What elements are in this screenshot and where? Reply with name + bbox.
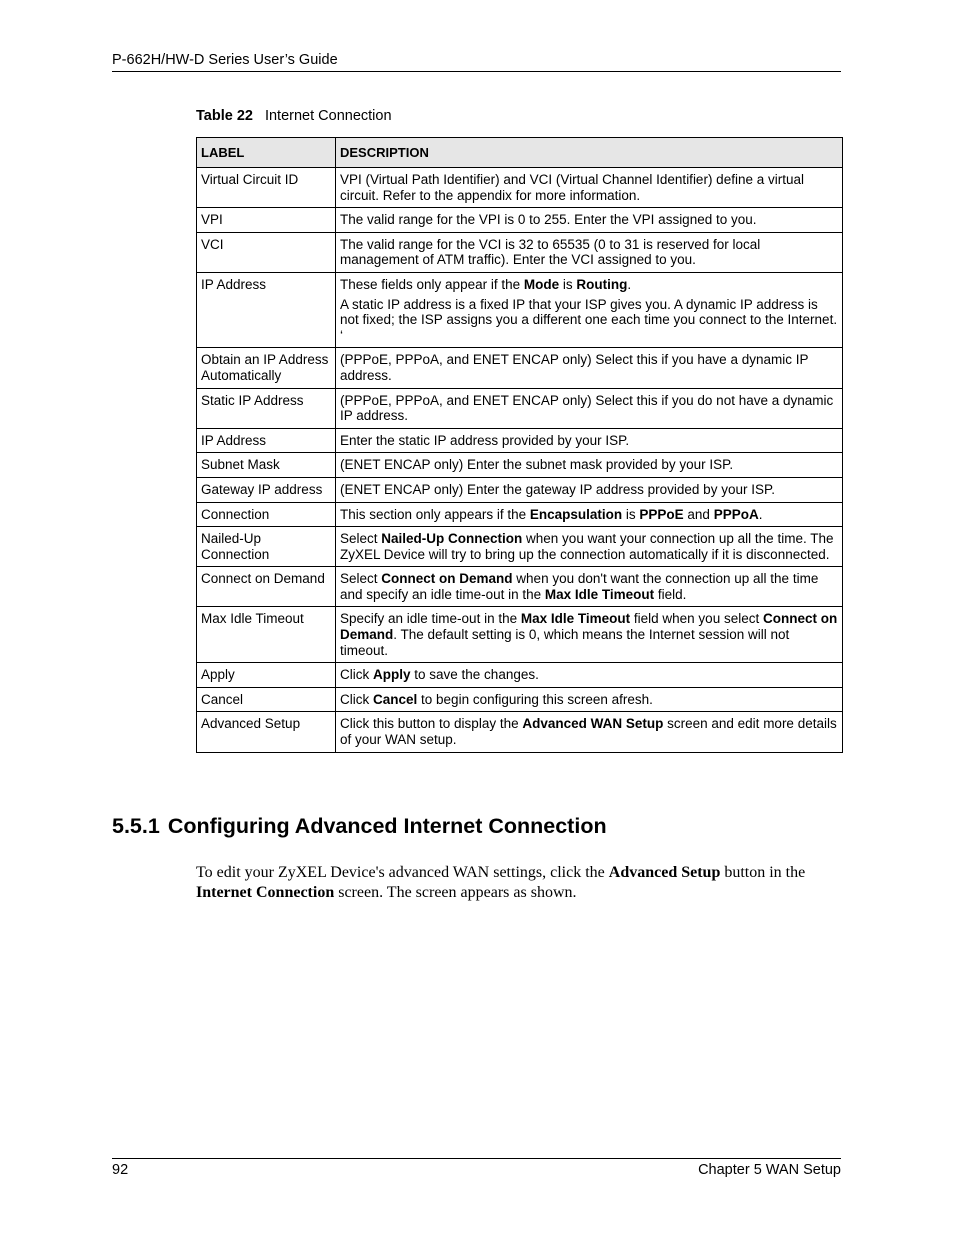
table-row (197, 712, 843, 752)
row-label: IP Address (197, 272, 336, 347)
row-label: Connection (197, 502, 336, 527)
text-run: (PPPoE, PPPoA, and ENET ENCAP only) Select this if you do not have a dynamic IP address. (340, 392, 834, 424)
text-run: The valid range for the VPI is 0 to 255. Enter the VPI assigned to you. (340, 212, 757, 228)
table-row (197, 272, 843, 347)
row-label: Gateway IP address (197, 477, 336, 502)
description-paragraph (340, 692, 838, 708)
table-header-row (197, 138, 843, 168)
text-run: field when you select (630, 611, 763, 627)
row-description (336, 567, 843, 607)
text-run: Select (340, 531, 382, 547)
description-paragraph (340, 716, 838, 747)
description-paragraph (340, 457, 838, 473)
description-paragraph (340, 531, 838, 562)
table-caption (196, 108, 392, 124)
row-description (336, 208, 843, 233)
text-run: VPI (Virtual Path Identifier) and VCI (Virtual Channel Identifier) define a virtual circuit. Refer to the appendix for more information. (340, 172, 804, 203)
row-description (336, 168, 843, 208)
row-label: Subnet Mask (197, 453, 336, 478)
text-run: when you don't want the connection up all the time and specify an idle time-out in the (340, 571, 819, 602)
table-row (197, 428, 843, 453)
row-description (336, 527, 843, 567)
bold-term: Connect on Demand (340, 611, 838, 643)
table-row (197, 453, 843, 478)
row-description (336, 348, 843, 388)
description-paragraph (340, 667, 838, 683)
text-run: . (627, 276, 632, 292)
row-label: Max Idle Timeout (197, 607, 336, 663)
bold-term: Mode (523, 276, 560, 292)
text-run: A static IP address is a fixed IP that your ISP gives you. A dynamic IP address is not fixed; the ISP assigns you a different one each time you connect to the Internet. ‘ (340, 296, 838, 343)
description-paragraph (340, 172, 838, 203)
row-label: Cancel (197, 687, 336, 712)
column-header-label: LABEL (197, 138, 336, 168)
row-label: Apply (197, 663, 336, 688)
bold-term: Apply (373, 667, 411, 683)
text-run: is (622, 506, 640, 522)
internet-connection-table (196, 137, 843, 753)
table-row (197, 663, 843, 688)
bold-term: Advanced Setup (608, 864, 721, 881)
text-run: (ENET ENCAP only) Enter the gateway IP address provided by your ISP. (340, 481, 775, 497)
description-paragraph (340, 237, 838, 268)
bold-term: PPPoA (713, 506, 759, 522)
text-run: is (559, 276, 577, 292)
table-row (197, 527, 843, 567)
row-label: Connect on Demand (197, 567, 336, 607)
text-run: Specify an idle time-out in the (340, 611, 521, 627)
description-paragraph (340, 277, 838, 293)
table-row (197, 567, 843, 607)
row-label: Virtual Circuit ID (197, 168, 336, 208)
description-paragraph (340, 482, 838, 498)
bold-term: Advanced WAN Setup (522, 716, 664, 732)
row-label: VCI (197, 232, 336, 272)
row-description (336, 687, 843, 712)
description-paragraph (340, 571, 838, 602)
text-run: This section only appears if the (340, 506, 530, 522)
footer-divider (112, 1158, 841, 1159)
text-run: and (683, 506, 714, 522)
text-run: to begin configuring this screen afresh. (417, 691, 653, 707)
bold-term: Encapsulation (529, 506, 623, 522)
row-description (336, 607, 843, 663)
text-run: The valid range for the VCI is 32 to 65535 (0 to 31 is reserved for local management of ATM traffic). Enter the VCI assigned to you. (340, 236, 761, 268)
text-run: . The default setting is 0, which means the Internet session will not timeout. (340, 627, 790, 658)
bold-term: PPPoE (639, 506, 684, 522)
table-row (197, 502, 843, 527)
bold-term: Routing (576, 276, 628, 292)
text-run: To edit your ZyXEL Device's advanced WAN settings, click the (196, 864, 609, 881)
section-title: Configuring Advanced Internet Connection (167, 814, 607, 838)
row-label: Obtain an IP Address Automatically (197, 348, 336, 388)
bold-term: Max Idle Timeout (544, 586, 655, 602)
section-number: 5.5.1 (112, 814, 160, 838)
text-run: Click this button to display the (340, 716, 523, 732)
bold-term: Connect on Demand (381, 571, 513, 587)
table-row (197, 168, 843, 208)
text-run: Click (340, 667, 373, 683)
row-description (336, 477, 843, 502)
footer-chapter-title: Chapter 5 WAN Setup (698, 1162, 841, 1178)
text-run: (ENET ENCAP only) Enter the subnet mask provided by your ISP. (340, 457, 734, 473)
table-row (197, 687, 843, 712)
row-description (336, 453, 843, 478)
table-row (197, 388, 843, 428)
text-run: (PPPoE, PPPoA, and ENET ENCAP only) Select this if you have a dynamic IP address. (340, 352, 809, 383)
table-row (197, 607, 843, 663)
row-label: Nailed-Up Connection (197, 527, 336, 567)
row-description (336, 232, 843, 272)
text-run: to save the changes. (410, 667, 539, 683)
row-description (336, 428, 843, 453)
description-paragraph (340, 212, 838, 228)
text-run: when you want your connection up all the time. The ZyXEL Device will try to bring up the connection automatically if it is disconnected. (340, 531, 834, 562)
text-run: field. (654, 586, 687, 602)
text-run: screen and edit more details of your WAN setup. (340, 716, 837, 748)
text-run: These fields only appear if the (340, 276, 524, 292)
row-description (336, 388, 843, 428)
running-header-title: P-662H/HW-D Series User’s Guide (112, 52, 338, 68)
description-paragraph (340, 611, 838, 658)
text-run: Click (340, 691, 373, 707)
text-run: screen. The screen appears as shown. (334, 884, 577, 901)
table-caption-title: Internet Connection (264, 108, 392, 124)
table-row (197, 208, 843, 233)
row-description (336, 272, 843, 347)
bold-term: Nailed-Up Connection (381, 531, 523, 547)
text-run: Enter the static IP address provided by your ISP. (340, 432, 630, 448)
row-label: Static IP Address (197, 388, 336, 428)
text-run: Select (340, 571, 382, 587)
text-run: button in the (720, 864, 806, 881)
row-description (336, 663, 843, 688)
description-paragraph (340, 297, 838, 344)
table-caption-number: Table 22 (196, 108, 253, 124)
bold-term: Internet Connection (196, 884, 335, 901)
row-description (336, 502, 843, 527)
table-body (197, 168, 843, 753)
row-label: VPI (197, 208, 336, 233)
description-paragraph (340, 352, 838, 383)
section-heading (112, 814, 607, 839)
column-header-description: DESCRIPTION (336, 138, 843, 168)
text-run: . (758, 506, 763, 522)
description-paragraph (340, 433, 838, 449)
row-label: Advanced Setup (197, 712, 336, 752)
body-paragraph (196, 863, 841, 903)
description-paragraph (340, 393, 838, 424)
row-description (336, 712, 843, 752)
table-row (197, 348, 843, 388)
description-paragraph (340, 507, 838, 523)
header-divider (112, 71, 841, 72)
row-label: IP Address (197, 428, 336, 453)
table-row (197, 232, 843, 272)
page-number: 92 (112, 1162, 129, 1178)
table-row (197, 477, 843, 502)
bold-term: Max Idle Timeout (520, 611, 631, 627)
bold-term: Cancel (373, 691, 418, 707)
